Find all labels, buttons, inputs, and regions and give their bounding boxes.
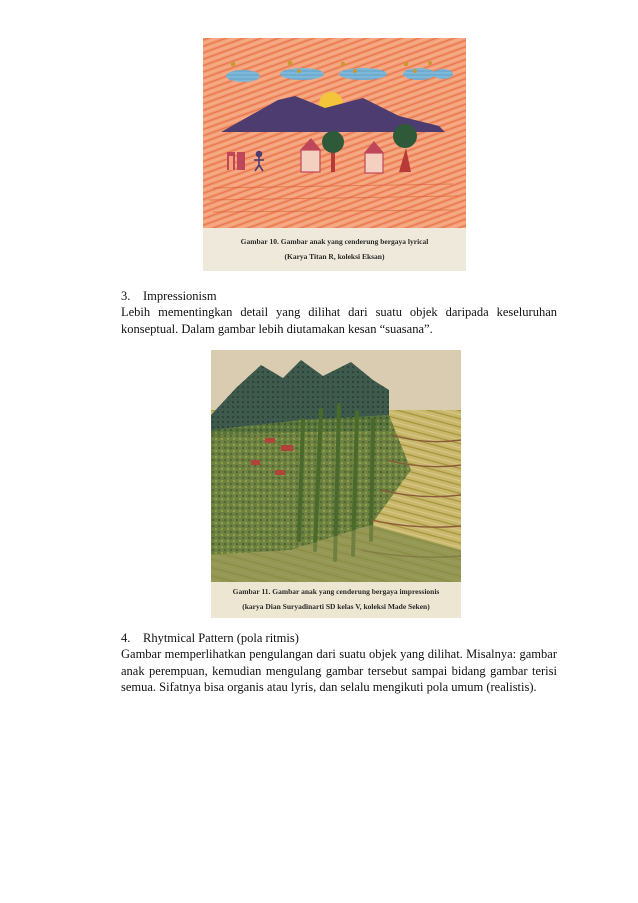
section-4-title: Rhytmical Pattern (pola ritmis) — [143, 631, 299, 645]
section-3-title: Impressionism — [143, 289, 217, 303]
section-4-heading — [121, 630, 557, 646]
section-4-paragraph: Gambar memperlihatkan pengulangan dari suatu objek yang dilihat. Misalnya: gambar anak perempuan, kemudian mengulang gambar tersebut sampai bidang gambar terisi semua. Sifatnya bisa organis atau lyris, dan selalu mengikuti pola umum (realistis). — [121, 647, 557, 694]
section-4 — [121, 630, 557, 696]
figure-10 — [203, 38, 466, 271]
figure-11-caption — [211, 584, 461, 614]
figure-10-caption-line1: Gambar 10. Gambar anak yang cenderung bergaya lyrical — [240, 237, 429, 246]
figure-11-caption-line2: (karya Dian Suryadinarti SD kelas V, koleksi Made Seken) — [242, 602, 430, 611]
figure-10-caption-line2: (Karya Titan R, koleksi Eksan) — [284, 252, 385, 261]
figure-10-caption — [203, 234, 466, 264]
figure-10-drawing — [203, 38, 466, 228]
section-4-number: 4. — [121, 631, 131, 645]
section-3-number: 3. — [121, 289, 131, 303]
figure-11-drawing — [211, 350, 461, 582]
figure-11-caption-line1: Gambar 11. Gambar anak yang cenderung bergaya impressionis — [232, 587, 440, 596]
section-3-heading — [121, 288, 557, 304]
figure-11 — [211, 350, 461, 618]
section-3-paragraph: Lebih mementingkan detail yang dilihat dari suatu objek daripada keseluruhan konseptual. Dalam gambar lebih diutamakan kesan “suasana”. — [121, 305, 557, 336]
section-3 — [121, 288, 557, 337]
